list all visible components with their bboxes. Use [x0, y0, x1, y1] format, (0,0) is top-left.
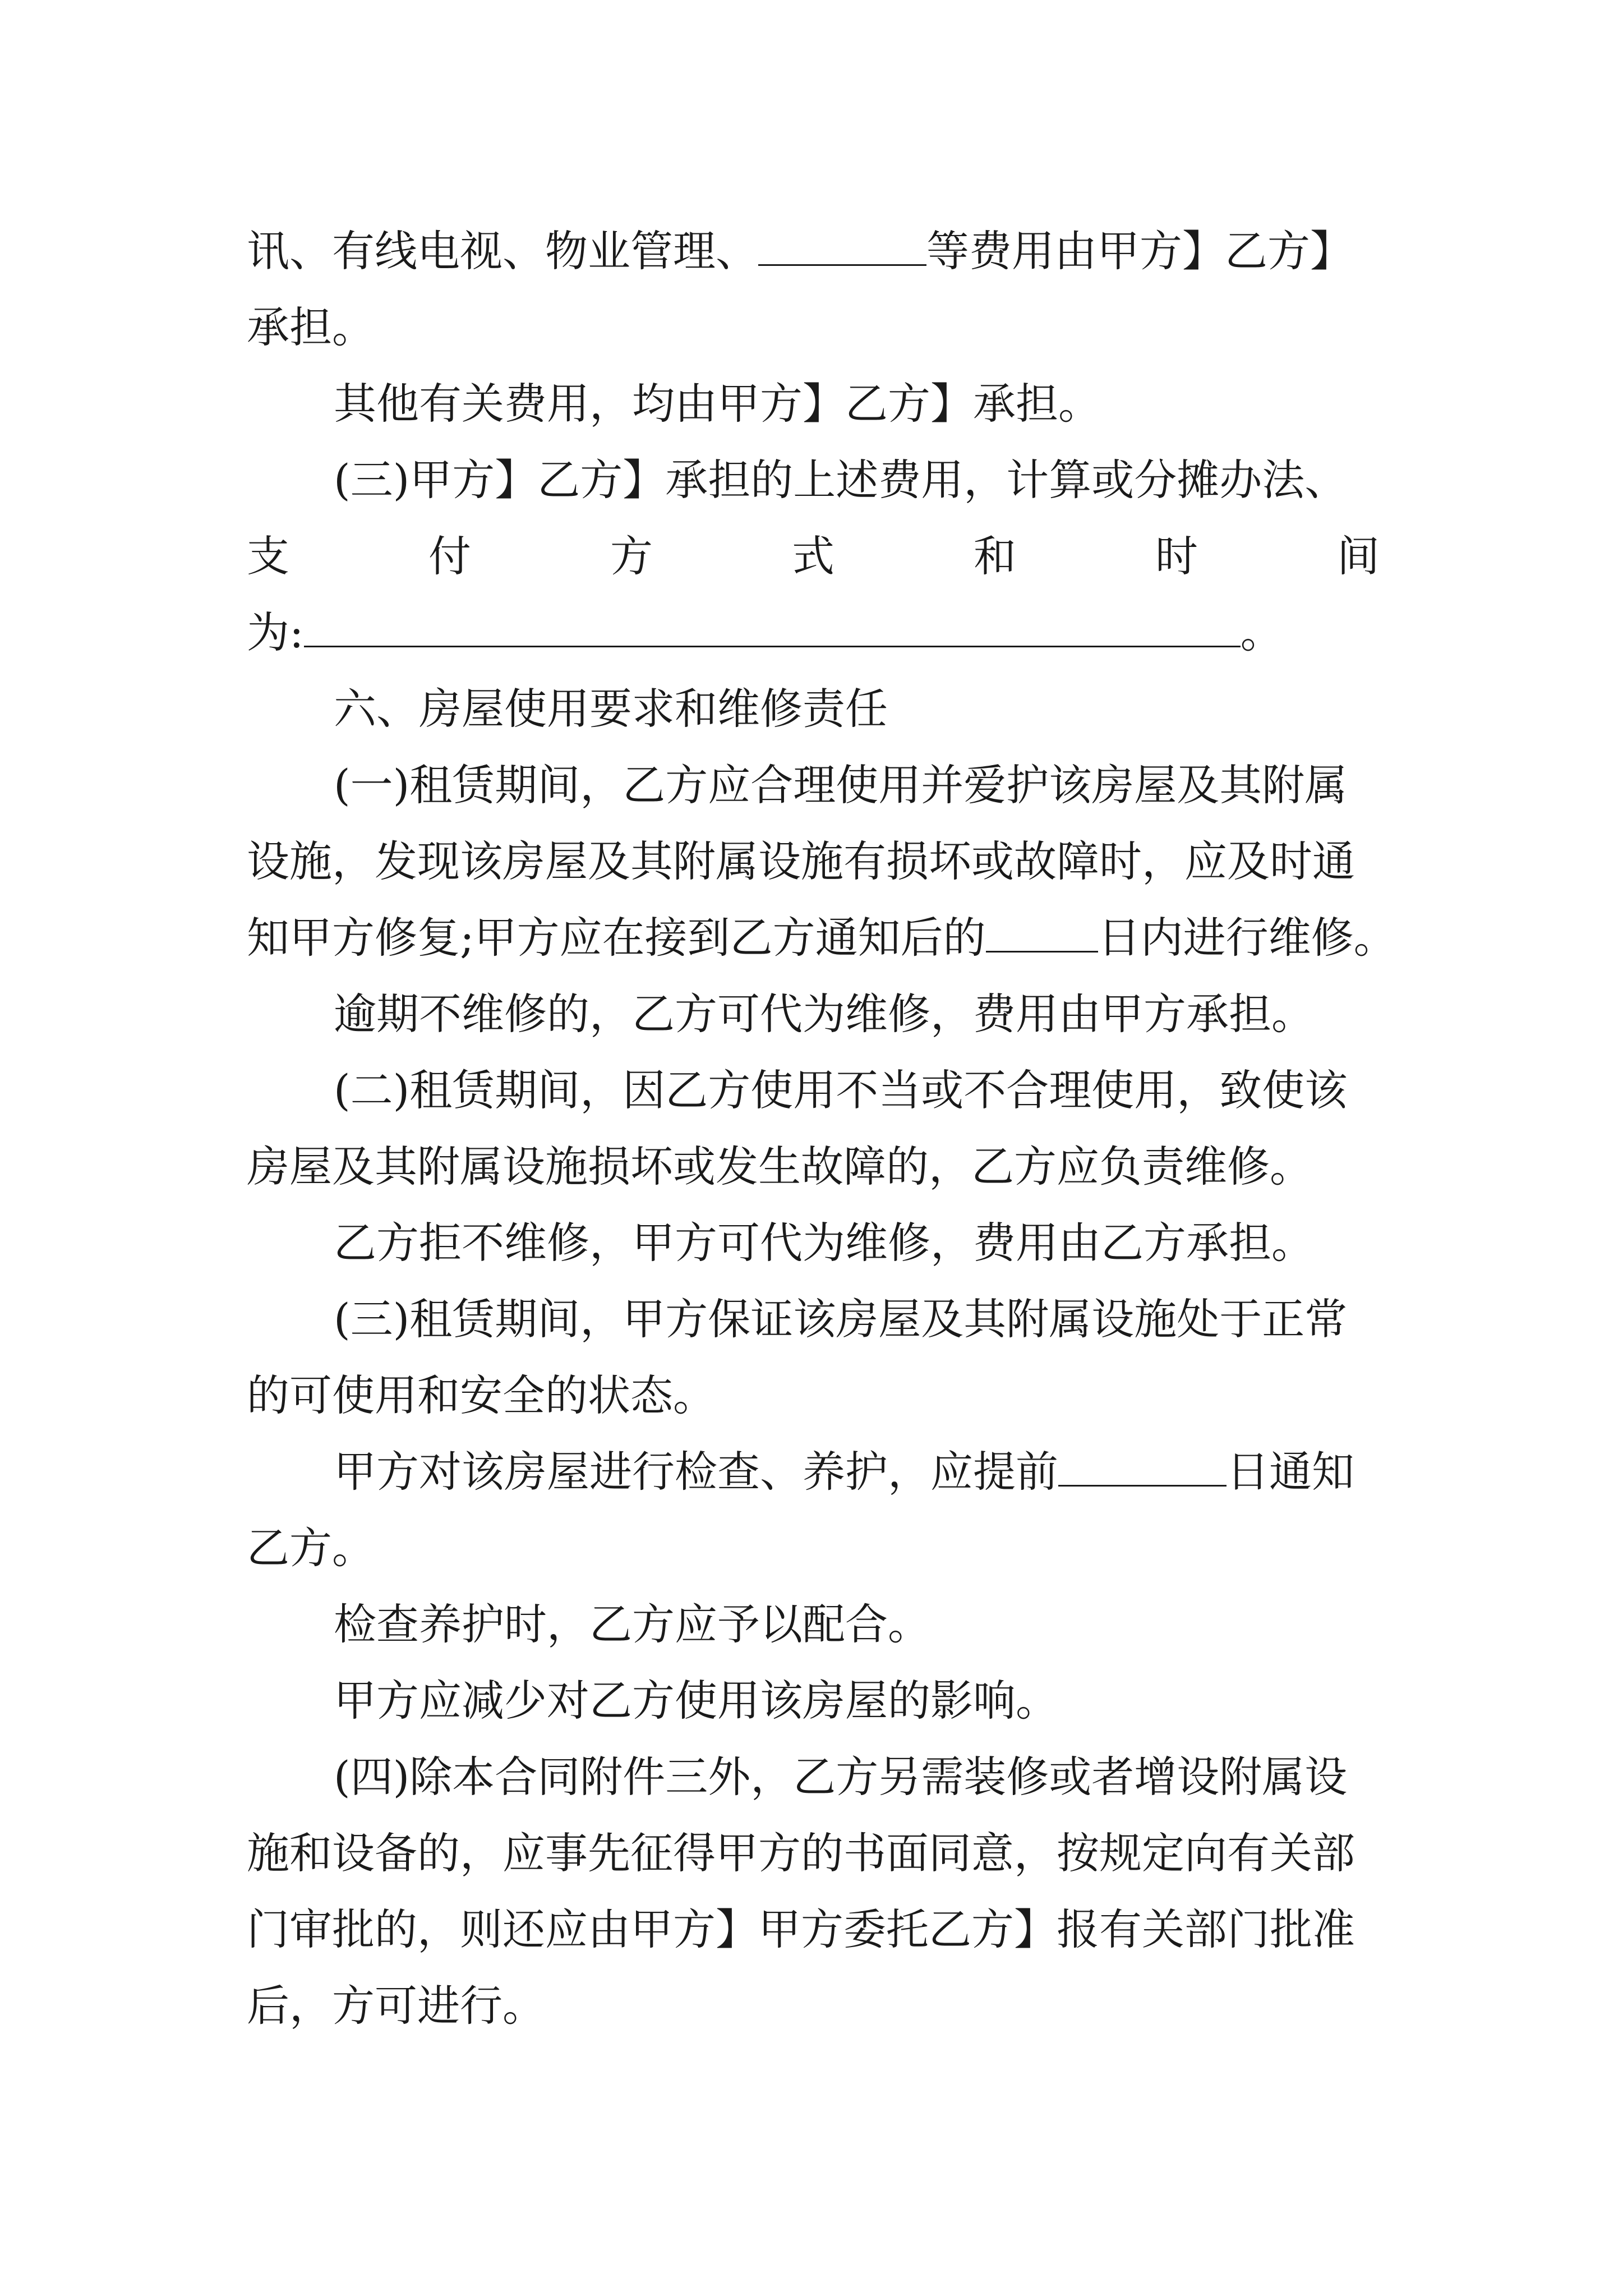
text-line: 其他有关费用，均由甲方】乙方】承担。: [334, 379, 1101, 429]
text-line: 知甲方修复;甲方应在接到乙方通知后的 日内进行维修。: [247, 913, 1396, 963]
text-line: 乙方拒不维修，甲方可代为维修，费用由乙方承担。: [334, 1218, 1314, 1268]
fill-blank: [986, 916, 1098, 953]
text-line: (三)甲方】乙方】承担的上述费用，计算或分摊办法、: [334, 455, 1348, 505]
text-line: 讯、有线电视、物业管理、 等费用由甲方】乙方】: [247, 226, 1353, 276]
text-line: 逾期不维修的，乙方可代为维修，费用由甲方承担。: [334, 989, 1314, 1039]
text-line: (三)租赁期间，甲方保证该房屋及其附属设施处于正常: [334, 1294, 1348, 1344]
text-line: 施和设备的，应事先征得甲方的书面同意，按规定向有关部: [247, 1828, 1355, 1878]
text-line: 甲方应减少对乙方使用该房屋的影响。: [334, 1676, 1058, 1726]
text-line: 承担。: [247, 302, 375, 352]
section-heading: 六、房屋使用要求和维修责任: [334, 684, 888, 734]
text-line: (一)租赁期间，乙方应合理使用并爱护该房屋及其附属: [334, 760, 1348, 810]
text-line: 设施，发现该房屋及其附属设施有损坏或故障时，应及时通: [247, 836, 1355, 886]
fill-blank: [1058, 1450, 1227, 1487]
text-line-spread: 支 付 方 式 和 时 间: [247, 531, 1380, 581]
fill-blank: [758, 229, 926, 266]
text-line: 门审批的，则还应由甲方】甲方委托乙方】报有关部门批准: [247, 1904, 1355, 1954]
document-page: [247, 213, 1396, 2044]
text-line: 检查养护时，乙方应予以配合。: [334, 1599, 930, 1649]
text-line: 乙方。: [247, 1523, 375, 1573]
text-line: 后，方可进行。: [247, 1981, 545, 2031]
text-line: (二)租赁期间，因乙方使用不当或不合理使用，致使该: [334, 1065, 1348, 1115]
text-line: 的可使用和安全的状态。: [247, 1370, 716, 1420]
text-line: 为: 。: [247, 608, 1283, 657]
text-line: 房屋及其附属设施损坏或发生故障的，乙方应负责维修。: [247, 1142, 1312, 1191]
text-line: 甲方对该房屋进行检查、养护，应提前 日通知: [334, 1447, 1354, 1497]
text-line: (四)除本合同附件三外，乙方另需装修或者增设附属设: [334, 1752, 1348, 1802]
fill-blank: [304, 611, 1241, 647]
